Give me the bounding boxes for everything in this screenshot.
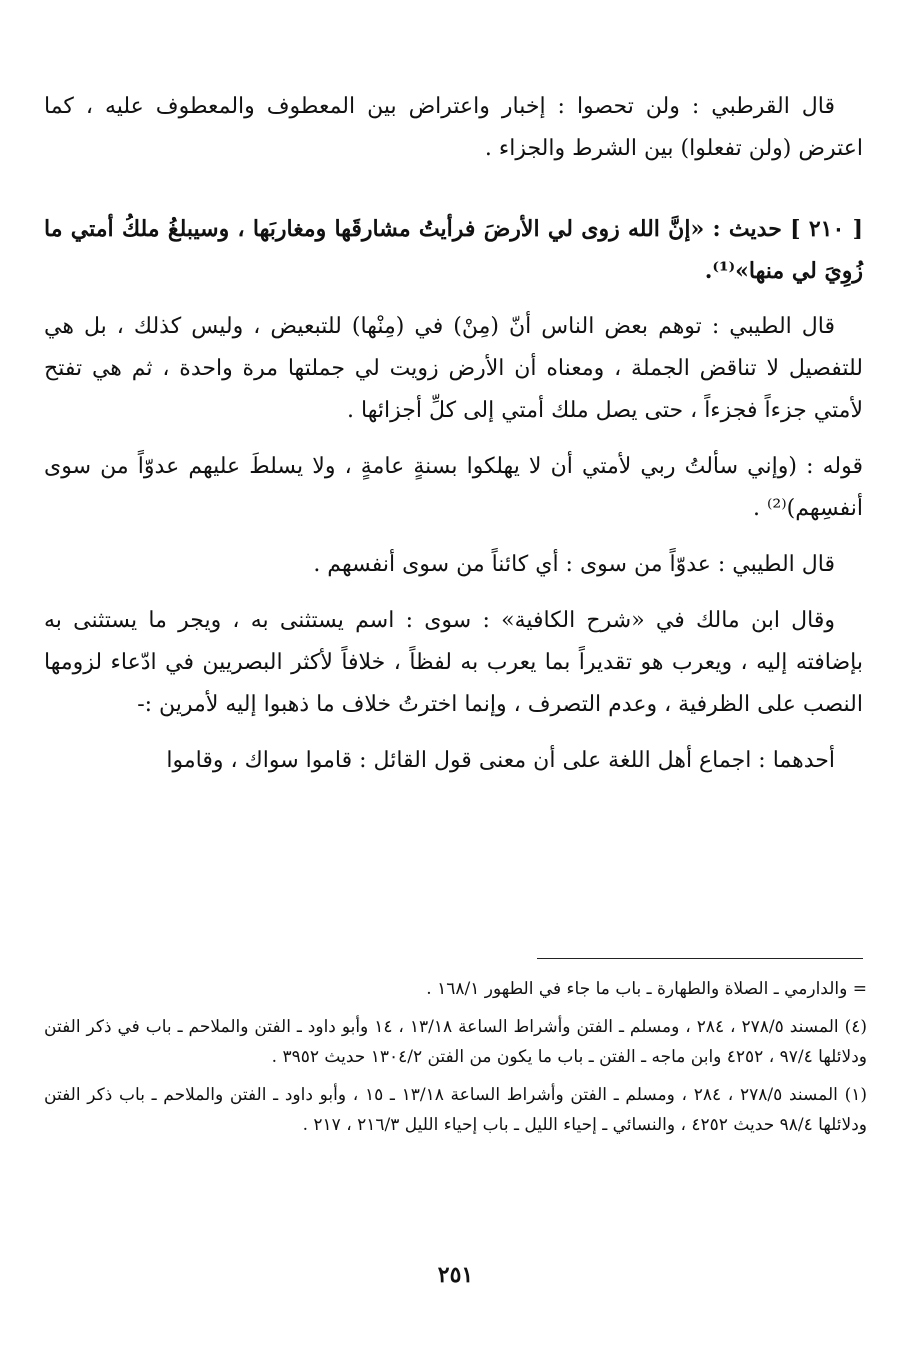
page-number: ٢٥١ [437,1262,474,1288]
footnote-separator [537,958,863,959]
paragraph-ibn-malik: وقال ابن مالك في «شرح الكافية» : سوى : اسم يستثنى به ، ويجر ما يستثنى به بإضافته إليه ، ويعرب هو تقديراً بما يعرب به لفظاً ، خلافاً لأكثر البصريين في ادّعاء لزومها النصب على الظرفية ، وعدم التصرف ، وإنما اخترتُ خلاف ما ذهبوا إليه لأمرين :- [44,608,863,717]
paragraph-tibi-2: قال الطيبي : عدوّاً من سوى : أي كائناً من سوى أنفسهم . [313,552,835,577]
paragraph-qawluh: قوله : (وإني سألتُ ربي لأمتي أن لا يهلكوا بسنةٍ عامةٍ ، ولا يسلطَ عليهم عدوّاً من سوى أنفسِهم)⁽²⁾ . [44,454,863,521]
paragraph-ahaduhuma: أحدهما : اجماع أهل اللغة على أن معنى قول القائل : قاموا سواك ، وقاموا [166,748,835,773]
footnotes [44,974,867,1148]
paragraph-qurtubi: قال القرطبي : ولن تحصوا : إخبار واعتراض بين المعطوف والمعطوف عليه ، كما اعترض (ولن تفعلوا) بين الشرط والجزاء . [44,94,863,161]
footnote-4: (٤) المسند ٢٧٨/٥ ، ٢٨٤ ، ومسلم ـ الفتن وأشراط الساعة ١٣/١٨ ، ١٤ وأبو داود ـ الفتن والملاحم ـ باب في ذكر الفتن ودلائلها ٩٧/٤ ، ٤٢٥٢ وابن ماجه ـ الفتن ـ باب ما يكون من الفتن ١٣٠٤/٢ حديث ٣٩٥٢ . [44,1017,867,1067]
paragraph-tibi-1: قال الطيبي : توهم بعض الناس أنّ (مِنْ) في (مِنْها) للتبعيض ، وليس كذلك ، بل هي للتفصيل لا تناقض الجملة ، ومعناه أن الأرض زويت لي جملتها مرة واحدة ، ثم هي تفتح لأمتي جزءاً فجزءاً ، حتى يصل ملك أمتي إلى كلِّ أجزائها . [44,314,863,423]
hadith-number: [ ٢١٠ ] [790,216,863,242]
hadith-210 [44,208,863,292]
footnote-continuation: = والدارمي ـ الصلاة والطهارة ـ باب ما جاء في الطهور ١٦٨/١ . [426,979,867,999]
footnote-1: (١) المسند ٢٧٨/٥ ، ٢٨٤ ، ومسلم ـ الفتن وأشراط الساعة ١٣/١٨ ـ ١٥ ، وأبو داود ـ الفتن والملاحم ـ باب ذكر الفتن ودلائلها ٩٨/٤ حديث ٤٢٥٢ ، والنسائي ـ إحياء الليل ـ باب إحياء الليل ٢١٦/٣ ، ٢١٧ . [44,1085,868,1135]
main-text [44,86,863,796]
hadith-text: حديث : «إنَّ الله زوى لي الأرضَ فرأيتُ مشارقَها ومغاربَها ، وسيبلغُ ملكُ أمتي ما زُوِيَ لي منها»⁽¹⁾. [44,216,863,284]
